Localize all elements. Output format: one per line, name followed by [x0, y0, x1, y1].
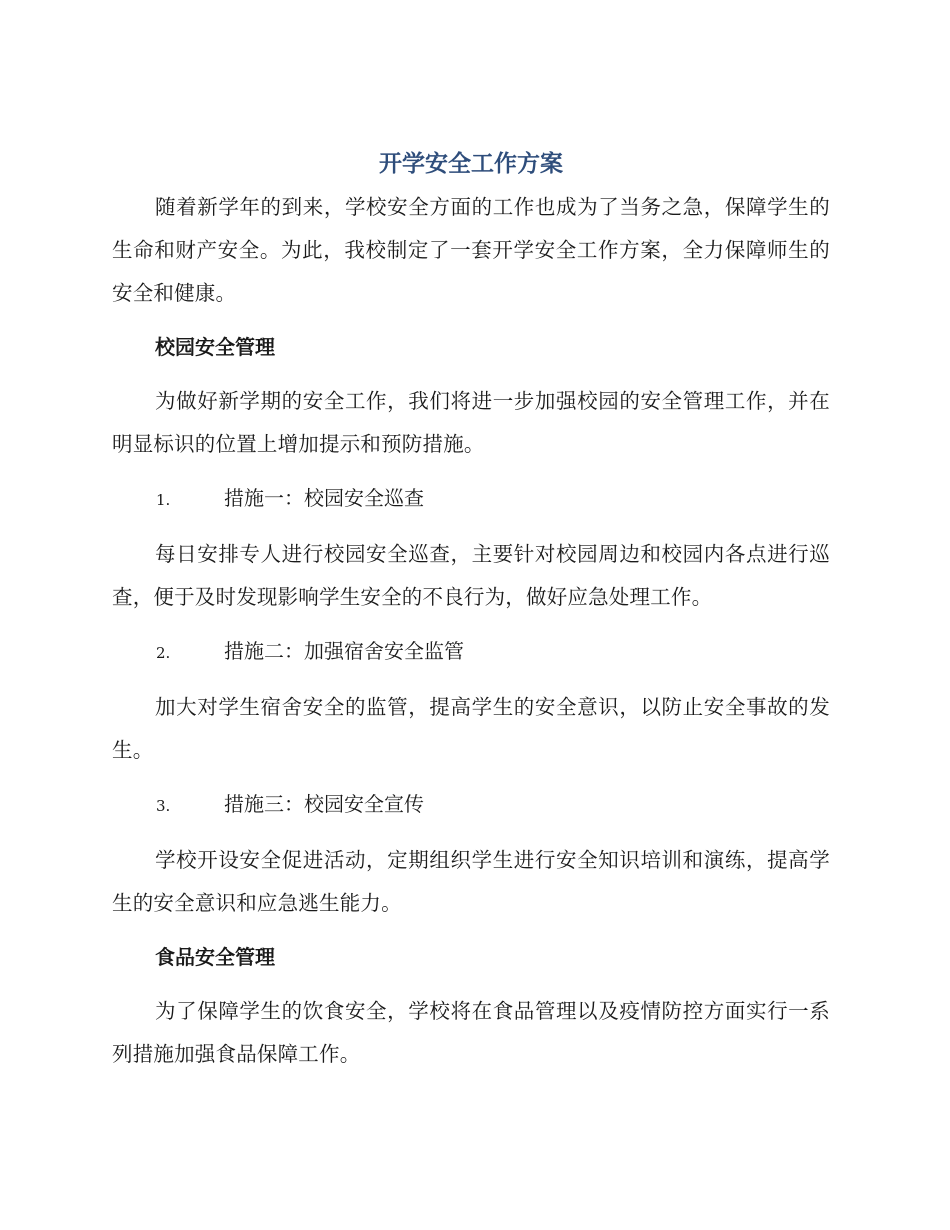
spacer	[112, 619, 830, 630]
document-page	[112, 148, 830, 1076]
list-item-measure-2	[112, 630, 830, 675]
food-safety-paragraph: 为了保障学生的饮食安全，学校将在食品管理以及疫情防控方面实行一系列措施加强食品保障工作。	[112, 999, 830, 1066]
list-item-number: 3.	[156, 797, 171, 815]
spacer	[112, 675, 830, 686]
spacer	[112, 522, 830, 533]
list-item-measure-3	[112, 783, 830, 828]
list-item-title: 措施三：校园安全宣传	[224, 792, 424, 816]
spacer	[112, 925, 830, 936]
measure-3-paragraph: 学校开设安全促进活动，定期组织学生进行安全知识培训和演练，提高学生的安全意识和应急逃生能力。	[112, 848, 830, 915]
list-item-number: 2.	[156, 644, 171, 662]
document-title: 开学安全工作方案	[379, 151, 563, 177]
measure-1-paragraph: 每日安排专人进行校园安全巡查，主要针对校园周边和校园内各点进行巡查，便于及时发现影响学生安全的不良行为，做好应急处理工作。	[112, 542, 830, 609]
section-heading-food-safety: 食品安全管理	[155, 945, 275, 969]
section-heading-campus-safety: 校园安全管理	[155, 335, 275, 359]
spacer	[112, 979, 830, 990]
spacer	[112, 466, 830, 477]
spacer	[112, 315, 830, 326]
list-item-title: 措施一：校园安全巡查	[224, 486, 424, 510]
list-item-title: 措施二：加强宿舍安全监管	[224, 639, 464, 663]
measure-2-paragraph: 加大对学生宿舍安全的监管，提高学生的安全意识，以防止安全事故的发生。	[112, 695, 830, 762]
list-item-measure-1	[112, 477, 830, 522]
campus-safety-paragraph: 为做好新学期的安全工作，我们将进一步加强校园的安全管理工作，并在明显标识的位置上增加提示和预防措施。	[112, 389, 830, 456]
list-item-number: 1.	[156, 491, 171, 509]
intro-paragraph: 随着新学年的到来，学校安全方面的工作也成为了当务之急，保障学生的生命和财产安全。为此，我校制定了一套开学安全工作方案，全力保障师生的安全和健康。	[112, 195, 830, 305]
spacer	[112, 772, 830, 783]
spacer	[112, 369, 830, 380]
spacer	[112, 828, 830, 839]
